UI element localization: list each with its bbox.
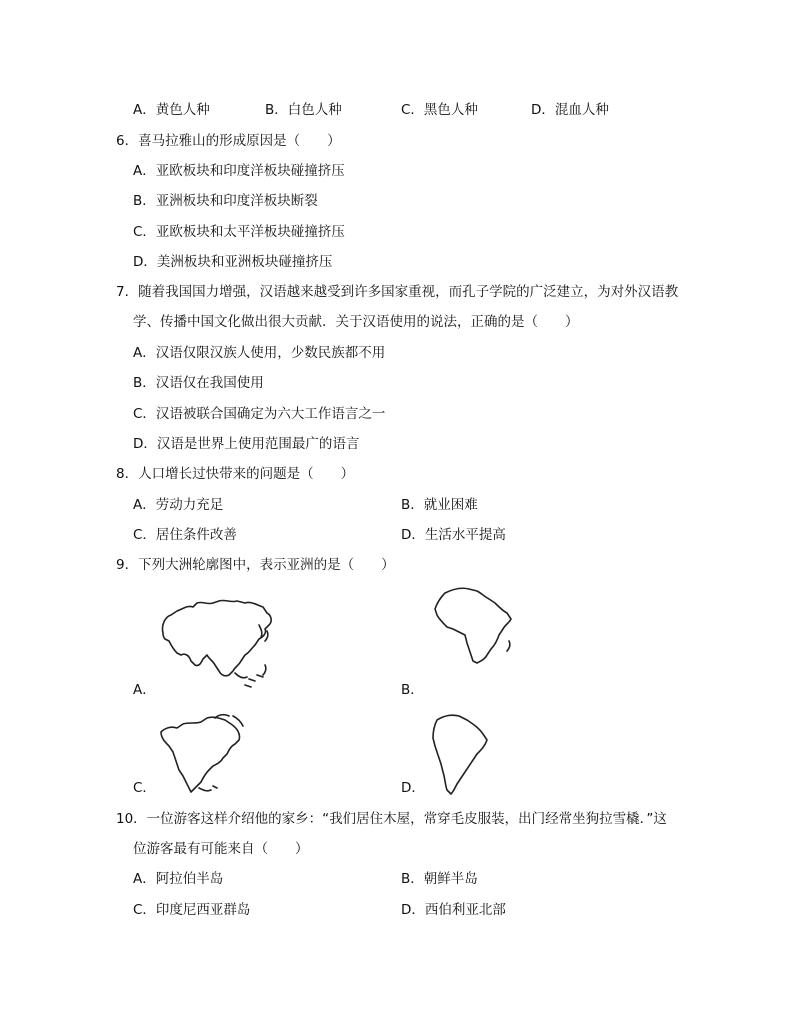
q5-option-b: B．白色人种 <box>265 102 342 118</box>
q9-option-b: B． <box>401 682 424 698</box>
q10-stem-line2: 位游客最有可能来自（ ） <box>133 841 309 857</box>
q10-option-b: B．朝鲜半岛 <box>401 871 478 887</box>
q7-stem-line2: 学、传播中国文化做出很大贡献．关于汉语使用的说法，正确的是（ ） <box>133 314 579 330</box>
q5-option-c: C．黑色人种 <box>401 102 478 118</box>
q10-option-d: D．西伯利亚北部 <box>401 902 506 918</box>
q7-option-b: B．汉语仅在我国使用 <box>133 375 264 391</box>
q7-option-c: C．汉语被联合国确定为六大工作语言之一 <box>133 406 386 422</box>
q8-option-c: C．居住条件改善 <box>133 527 237 543</box>
q9-option-d: D． <box>401 780 425 796</box>
asia-outline-image <box>155 595 280 690</box>
q10-stem-line1: 10．一位游客这样介绍他的家乡：“我们居住木屋，常穿毛皮服装，出门经常坐狗拉雪橇．”这 <box>116 811 667 827</box>
north-america-outline-image <box>155 710 250 795</box>
q10-option-a: A．阿拉伯半岛 <box>133 871 224 887</box>
q6-option-d: D．美洲板块和亚洲板块碰撞挤压 <box>133 254 333 270</box>
q8-option-b: B．就业困难 <box>401 497 478 513</box>
africa-outline-image <box>425 583 520 673</box>
south-america-outline-image <box>425 710 495 795</box>
q6-option-a: A．亚欧板块和印度洋板块碰撞挤压 <box>133 163 345 179</box>
q8-option-d: D．生活水平提高 <box>401 527 506 543</box>
q8-option-a: A．劳动力充足 <box>133 497 224 513</box>
q5-option-d: D．混血人种 <box>531 102 609 118</box>
q9-option-a: A． <box>133 682 156 698</box>
q7-option-d: D．汉语是世界上使用范围最广的语言 <box>133 436 360 452</box>
q6-option-b: B．亚洲板块和印度洋板块断裂 <box>133 193 318 209</box>
q9-option-c: C． <box>133 780 156 796</box>
q5-option-a: A．黄色人种 <box>133 102 210 118</box>
q6-stem: 6．喜马拉雅山的形成原因是（ ） <box>116 133 341 149</box>
q7-stem-line1: 7．随着我国国力增强，汉语越来越受到许多国家重视，而孔子学院的广泛建立，为对外汉语教 <box>116 284 679 300</box>
q9-stem: 9．下列大洲轮廓图中，表示亚洲的是（ ） <box>116 557 395 573</box>
q10-option-c: C．印度尼西亚群岛 <box>133 902 251 918</box>
q8-stem: 8．人口增长过快带来的问题是（ ） <box>116 466 355 482</box>
q7-option-a: A．汉语仅限汉族人使用，少数民族都不用 <box>133 345 386 361</box>
q6-option-c: C．亚欧板块和太平洋板块碰撞挤压 <box>133 224 345 240</box>
